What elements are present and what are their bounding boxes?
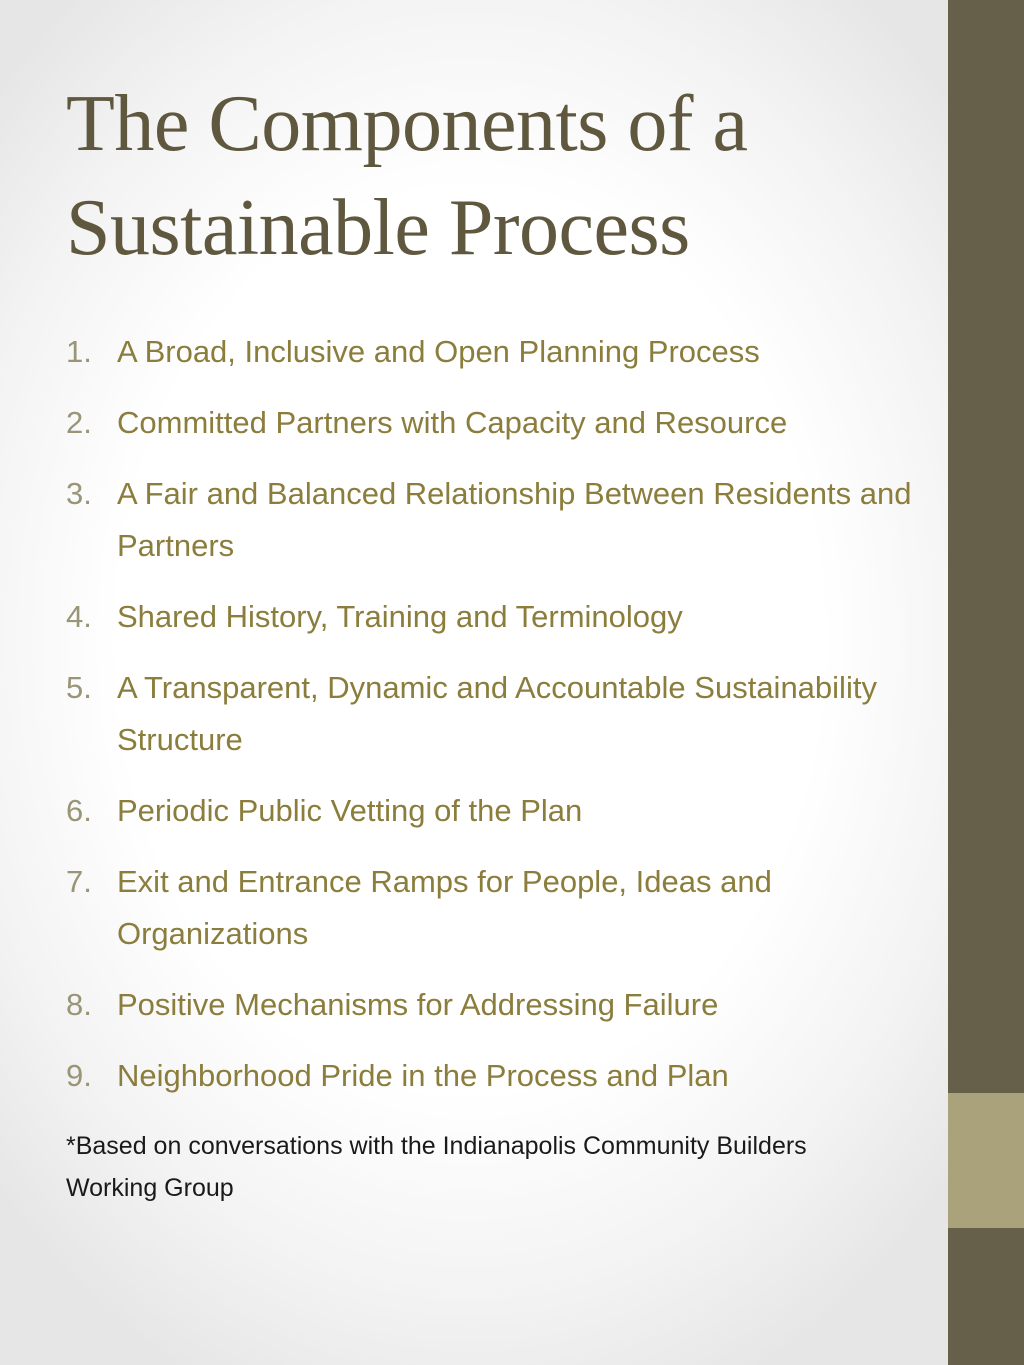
- slide-title: [66, 72, 926, 280]
- list-item-text: Shared History, Training and Terminology: [117, 599, 683, 634]
- list-item-text: Exit and Entrance Ramps for People, Ideas and Organizations: [117, 864, 772, 951]
- list-item-text: Positive Mechanisms for Addressing Failure: [117, 987, 719, 1022]
- list-item: [66, 785, 926, 837]
- list-item-number: 7.: [66, 864, 92, 899]
- list-item-number: 3.: [66, 476, 92, 511]
- list-item-text: Neighborhood Pride in the Process and Plan: [117, 1058, 729, 1093]
- list-item-number: 6.: [66, 793, 92, 828]
- footnote: *Based on conversations with the Indianapolis Community Builders Working Group: [66, 1132, 807, 1202]
- title-line-1: The Components of a: [66, 80, 748, 168]
- list-item: [66, 591, 926, 643]
- list-item-number: 1.: [66, 334, 92, 369]
- list-item-text: A Fair and Balanced Relationship Between Residents and Partners: [117, 476, 912, 563]
- list-item-number: 4.: [66, 599, 92, 634]
- list-item: [66, 1050, 926, 1102]
- list-item-number: 5.: [66, 670, 92, 705]
- list-item: [66, 979, 926, 1031]
- list-item: [66, 468, 926, 572]
- list-item-text: Committed Partners with Capacity and Resource: [117, 405, 788, 440]
- list-item-number: 8.: [66, 987, 92, 1022]
- side-bar-accent: [948, 1093, 1024, 1228]
- list-item: [66, 662, 926, 766]
- list-item-text: A Broad, Inclusive and Open Planning Process: [117, 334, 760, 369]
- list-item: [66, 397, 926, 449]
- list-item-text: A Transparent, Dynamic and Accountable Sustainability Structure: [117, 670, 877, 757]
- list-item-text: Periodic Public Vetting of the Plan: [117, 793, 583, 828]
- list-item: [66, 326, 926, 378]
- components-list: [66, 326, 926, 1121]
- list-item: [66, 856, 926, 960]
- list-item-number: 2.: [66, 405, 92, 440]
- list-item-number: 9.: [66, 1058, 92, 1093]
- title-line-2: Sustainable Process: [66, 184, 690, 272]
